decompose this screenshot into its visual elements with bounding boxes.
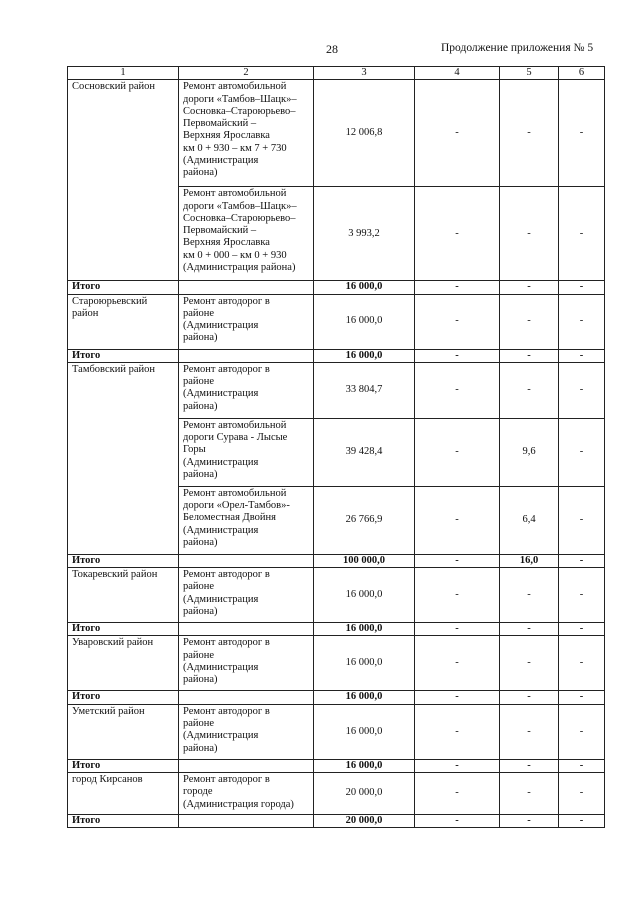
description-line: (Администрация — [183, 320, 259, 332]
value-cell-col5: - — [500, 349, 559, 362]
empty-cell — [179, 281, 314, 294]
value-cell-col6: - — [559, 815, 605, 828]
region-cell: Сосновский район — [68, 80, 179, 281]
value-cell-col5: - — [500, 623, 559, 636]
page-number: 28 — [326, 42, 338, 56]
description-line: (Администрация — [183, 524, 259, 536]
value-cell-col3: 16 000,0 — [314, 349, 415, 362]
value-cell-col5: - — [500, 773, 559, 815]
value-cell-col5: - — [500, 759, 559, 772]
work-description-cell — [179, 773, 314, 815]
description-line: района) — [183, 606, 218, 618]
value-cell-col3: 100 000,0 — [314, 554, 415, 567]
value-cell-col3: 26 766,9 — [314, 486, 415, 554]
description-line: районе — [183, 581, 215, 593]
empty-cell — [179, 759, 314, 772]
value-cell-col4: - — [415, 691, 500, 704]
value-cell-col4: - — [415, 418, 500, 486]
work-description-cell — [179, 80, 314, 187]
column-number-row — [68, 67, 605, 80]
value-cell-col5: 6,4 — [500, 486, 559, 554]
description-line: Беломестная Двойня — [183, 512, 276, 524]
work-description-cell — [179, 704, 314, 759]
value-cell-col3: 16 000,0 — [314, 704, 415, 759]
description-line: Ремонт автомобильной — [183, 188, 287, 200]
value-cell-col5: - — [500, 80, 559, 187]
value-cell-col3: 33 804,7 — [314, 362, 415, 418]
description-line: районе — [183, 376, 215, 388]
description-line: км 0 + 930 – км 7 + 730 — [183, 142, 287, 154]
description-line: районе — [183, 649, 215, 661]
value-cell-col4: - — [415, 187, 500, 281]
value-cell-col4: - — [415, 362, 500, 418]
column-header: 1 — [68, 67, 179, 80]
value-cell-col4: - — [415, 704, 500, 759]
value-cell-col4: - — [415, 773, 500, 815]
value-cell-col5: - — [500, 362, 559, 418]
description-line: Ремонт автодорог в — [183, 774, 270, 786]
value-cell-col5: 16,0 — [500, 554, 559, 567]
column-header: 3 — [314, 67, 415, 80]
table-row — [68, 362, 605, 418]
description-line: Горы — [183, 444, 206, 456]
value-cell-col4: - — [415, 486, 500, 554]
value-cell-col4: - — [415, 568, 500, 623]
description-line: (Администрация — [183, 456, 259, 468]
value-cell-col5: - — [500, 187, 559, 281]
description-line: района) — [183, 400, 218, 412]
value-cell-col6: - — [559, 636, 605, 691]
description-line: (Администрация — [183, 730, 259, 742]
value-cell-col3: 39 428,4 — [314, 418, 415, 486]
region-cell: Токаревский район — [68, 568, 179, 623]
total-row — [68, 691, 605, 704]
description-line: Ремонт автомобильной — [183, 419, 287, 431]
value-cell-col6: - — [559, 773, 605, 815]
description-line: Ремонт автодорог в — [183, 637, 270, 649]
description-line: Ремонт автодорог в — [183, 295, 270, 307]
value-cell-col5: 9,6 — [500, 418, 559, 486]
description-line: (Администрация — [183, 662, 259, 674]
description-line: Ремонт автомобильной — [183, 487, 287, 499]
value-cell-col6: - — [559, 187, 605, 281]
value-cell-col4: - — [415, 294, 500, 349]
value-cell-col6: - — [559, 362, 605, 418]
total-row — [68, 623, 605, 636]
value-cell-col4: - — [415, 281, 500, 294]
description-line: Ремонт автодорог в — [183, 363, 270, 375]
value-cell-col4: - — [415, 623, 500, 636]
value-cell-col5: - — [500, 294, 559, 349]
description-line: Первомайский – — [183, 118, 257, 130]
empty-cell — [179, 623, 314, 636]
value-cell-col4: - — [415, 349, 500, 362]
column-header: 2 — [179, 67, 314, 80]
total-label: Итого — [68, 281, 179, 294]
region-cell: Тамбовский район — [68, 362, 179, 554]
work-description-cell — [179, 568, 314, 623]
total-label: Итого — [68, 759, 179, 772]
total-label: Итого — [68, 554, 179, 567]
value-cell-col3: 16 000,0 — [314, 759, 415, 772]
value-cell-col6: - — [559, 691, 605, 704]
value-cell-col3: 20 000,0 — [314, 773, 415, 815]
value-cell-col3: 3 993,2 — [314, 187, 415, 281]
description-line: Верхняя Ярославка — [183, 130, 270, 142]
value-cell-col4: - — [415, 80, 500, 187]
value-cell-col6: - — [559, 281, 605, 294]
total-row — [68, 759, 605, 772]
value-cell-col6: - — [559, 80, 605, 187]
value-cell-col5: - — [500, 568, 559, 623]
value-cell-col6: - — [559, 486, 605, 554]
work-description-cell — [179, 486, 314, 554]
value-cell-col5: - — [500, 704, 559, 759]
region-cell: город Кирсанов — [68, 773, 179, 815]
description-line: района) — [183, 469, 218, 481]
value-cell-col3: 16 000,0 — [314, 294, 415, 349]
value-cell-col3: 12 006,8 — [314, 80, 415, 187]
total-label: Итого — [68, 815, 179, 828]
total-row — [68, 281, 605, 294]
region-cell: Уваровский район — [68, 636, 179, 691]
value-cell-col5: - — [500, 281, 559, 294]
description-line: городе — [183, 786, 213, 798]
table-row — [68, 636, 605, 691]
value-cell-col6: - — [559, 759, 605, 772]
total-label: Итого — [68, 623, 179, 636]
description-line: Сосновка–Староюрьево– — [183, 105, 296, 117]
description-line: (Администрация города) — [183, 798, 294, 810]
value-cell-col3: 16 000,0 — [314, 636, 415, 691]
description-line: (Администрация — [183, 593, 259, 605]
value-cell-col6: - — [559, 294, 605, 349]
description-line: Ремонт автомобильной — [183, 81, 287, 93]
work-description-cell — [179, 418, 314, 486]
value-cell-col4: - — [415, 554, 500, 567]
empty-cell — [179, 554, 314, 567]
description-line: дороги «Тамбов–Шацк»– — [183, 200, 297, 212]
empty-cell — [179, 691, 314, 704]
description-line: дороги Сурава - Лысые — [183, 432, 288, 444]
description-line: дороги «Тамбов–Шацк»– — [183, 93, 297, 105]
description-line: км 0 + 000 – км 0 + 930 — [183, 249, 287, 261]
work-description-cell — [179, 294, 314, 349]
description-line: района) — [183, 332, 218, 344]
value-cell-col3: 20 000,0 — [314, 815, 415, 828]
appendix-caption: Продолжение приложения № 5 — [441, 42, 594, 54]
table-row — [68, 773, 605, 815]
value-cell-col4: - — [415, 636, 500, 691]
description-line: районе — [183, 718, 215, 730]
description-line: Ремонт автодорог в — [183, 705, 270, 717]
value-cell-col4: - — [415, 815, 500, 828]
description-line: района) — [183, 674, 218, 686]
value-cell-col3: 16 000,0 — [314, 281, 415, 294]
value-cell-col3: 16 000,0 — [314, 623, 415, 636]
value-cell-col6: - — [559, 554, 605, 567]
region-cell: Староюрьевский район — [68, 294, 179, 349]
table-row — [68, 80, 605, 187]
value-cell-col5: - — [500, 815, 559, 828]
column-header: 6 — [559, 67, 605, 80]
column-header: 5 — [500, 67, 559, 80]
column-header: 4 — [415, 67, 500, 80]
value-cell-col6: - — [559, 418, 605, 486]
empty-cell — [179, 349, 314, 362]
description-line: (Администрация — [183, 388, 259, 400]
work-description-cell — [179, 362, 314, 418]
description-line: Первомайский – — [183, 225, 257, 237]
value-cell-col6: - — [559, 704, 605, 759]
empty-cell — [179, 815, 314, 828]
description-line: района) — [183, 537, 218, 549]
description-line: дороги «Орел-Тамбов»- — [183, 500, 290, 512]
work-description-cell — [179, 636, 314, 691]
value-cell-col5: - — [500, 636, 559, 691]
description-line: Ремонт автодорог в — [183, 569, 270, 581]
value-cell-col6: - — [559, 623, 605, 636]
description-line: (Администрация — [183, 155, 259, 167]
value-cell-col4: - — [415, 759, 500, 772]
description-line: Сосновка–Староюрьево– — [183, 212, 296, 224]
value-cell-col6: - — [559, 349, 605, 362]
description-line: Верхняя Ярославка — [183, 237, 270, 249]
total-label: Итого — [68, 349, 179, 362]
value-cell-col5: - — [500, 691, 559, 704]
table-body — [68, 80, 605, 828]
description-line: районе — [183, 307, 215, 319]
value-cell-col3: 16 000,0 — [314, 568, 415, 623]
value-cell-col6: - — [559, 568, 605, 623]
total-row — [68, 554, 605, 567]
total-row — [68, 349, 605, 362]
value-cell-col3: 16 000,0 — [314, 691, 415, 704]
table-row — [68, 704, 605, 759]
work-description-cell — [179, 187, 314, 281]
description-line: района) — [183, 167, 218, 179]
table-row — [68, 294, 605, 349]
total-label: Итого — [68, 691, 179, 704]
region-cell: Уметский район — [68, 704, 179, 759]
table-row — [68, 568, 605, 623]
description-line: (Администрация района) — [183, 262, 296, 274]
total-row — [68, 815, 605, 828]
budget-table — [67, 66, 605, 828]
description-line: района) — [183, 742, 218, 754]
